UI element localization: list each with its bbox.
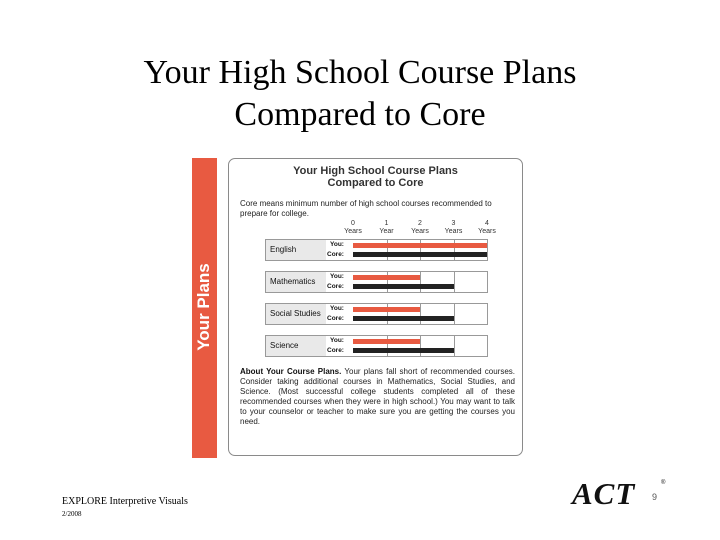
your-plans-side-label: Your Plans bbox=[194, 263, 213, 351]
you-series-label: You: bbox=[330, 273, 344, 280]
x-tick-value: 1 bbox=[384, 220, 389, 227]
core-series-label: Core: bbox=[327, 315, 344, 322]
year-gridline bbox=[420, 272, 421, 292]
x-tick-label bbox=[439, 220, 469, 236]
slide-title-line-2: Compared to Core bbox=[234, 96, 486, 133]
core-definition-text: Core means minimum number of high school courses recommended to prepare for college. bbox=[240, 199, 492, 218]
x-tick-value: 4 bbox=[485, 220, 489, 227]
core-bar bbox=[353, 316, 454, 321]
x-tick-label bbox=[472, 220, 502, 236]
x-tick-unit: Years bbox=[344, 228, 362, 235]
core-bar bbox=[353, 252, 487, 257]
act-logo-registered-mark: ® bbox=[661, 480, 666, 486]
x-tick-unit: Years bbox=[411, 228, 429, 235]
core-bar bbox=[353, 284, 454, 289]
x-tick-label bbox=[405, 220, 435, 236]
year-gridline bbox=[487, 240, 488, 260]
act-logo: ACT bbox=[572, 476, 636, 511]
core-bar bbox=[353, 348, 454, 353]
about-course-plans bbox=[240, 367, 515, 427]
year-gridline bbox=[487, 272, 488, 292]
about-heading: About Your Course Plans. bbox=[240, 367, 342, 376]
course-plans-card bbox=[228, 158, 523, 456]
year-gridline bbox=[454, 272, 455, 292]
page-number: 9 bbox=[652, 492, 658, 502]
x-tick-label bbox=[338, 220, 368, 236]
your-plans-side-bar bbox=[192, 158, 217, 458]
year-gridline bbox=[454, 336, 455, 356]
category-label: Mathematics bbox=[266, 272, 326, 292]
about-body: Your plans fall short of recommended courses. Consider taking additional courses in Mathematics, Social Studies, and Science. (Most successful college students completed all of these recommended courses when they were in high school.) You may want to talk to your counselor or teacher to make sure you are getting the courses you need. bbox=[240, 367, 515, 426]
core-series-label: Core: bbox=[327, 283, 344, 290]
year-gridline bbox=[487, 336, 488, 356]
core-series-label: Core: bbox=[327, 251, 344, 258]
card-title-line-2: Compared to Core bbox=[327, 177, 424, 189]
you-series-label: You: bbox=[330, 337, 344, 344]
x-tick-unit: Year bbox=[379, 228, 394, 235]
year-gridline bbox=[420, 336, 421, 356]
slide-title bbox=[0, 52, 720, 136]
category-label: English bbox=[266, 240, 326, 260]
footer-text: EXPLORE Interpretive Visuals bbox=[62, 496, 188, 507]
you-bar bbox=[353, 339, 420, 344]
slide-title-line-1: Your High School Course Plans bbox=[143, 54, 577, 91]
x-tick-unit: Years bbox=[444, 228, 463, 235]
you-bar bbox=[353, 243, 487, 248]
x-tick-label bbox=[372, 220, 402, 236]
core-series-label: Core: bbox=[327, 347, 344, 354]
you-bar bbox=[353, 307, 420, 312]
year-gridline bbox=[420, 304, 421, 324]
x-tick-value: 0 bbox=[351, 220, 355, 227]
you-series-label: You: bbox=[330, 305, 344, 312]
you-series-label: You: bbox=[330, 241, 344, 248]
card-title bbox=[229, 165, 522, 189]
you-bar bbox=[353, 275, 420, 280]
card-title-line-1: Your High School Course Plans bbox=[293, 165, 458, 177]
footer-date: 2/2008 bbox=[62, 510, 82, 518]
year-gridline bbox=[487, 304, 488, 324]
year-gridline bbox=[454, 304, 455, 324]
x-tick-value: 2 bbox=[418, 220, 422, 227]
category-label: Social Studies bbox=[266, 304, 326, 324]
x-tick-value: 3 bbox=[451, 220, 456, 227]
x-tick-unit: Years bbox=[478, 228, 496, 235]
category-label: Science bbox=[266, 336, 326, 356]
